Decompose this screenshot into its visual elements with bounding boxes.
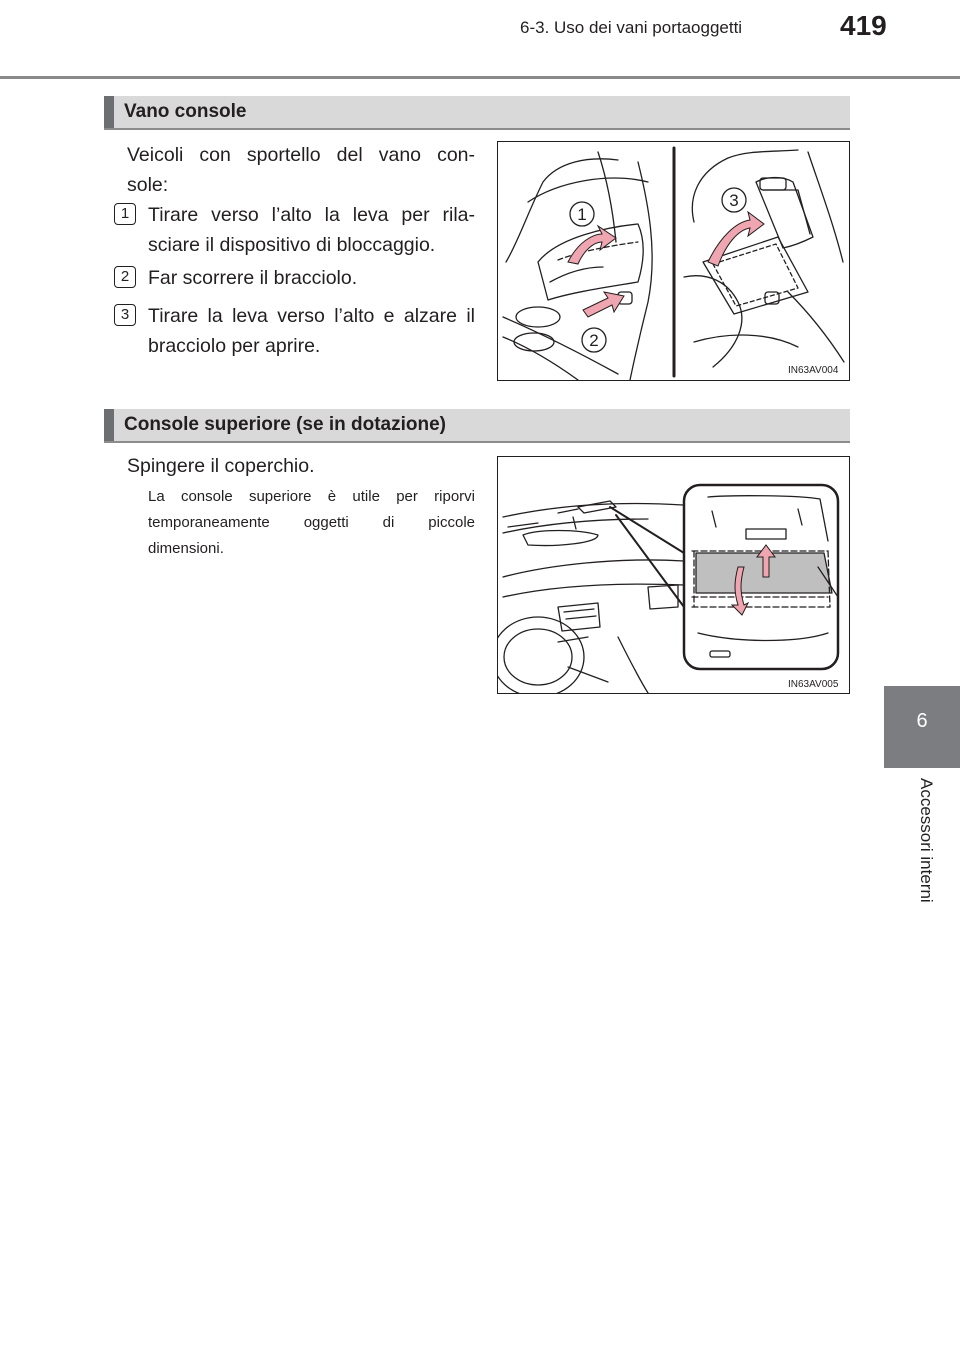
page-number: 419 bbox=[840, 10, 887, 41]
section-header-console-superiore bbox=[104, 409, 850, 443]
overhead-console-illustration bbox=[498, 457, 850, 694]
section-marker bbox=[104, 96, 114, 128]
step-number-2: 2 bbox=[114, 266, 136, 288]
figure-console-box bbox=[497, 141, 850, 381]
step-number-1: 1 bbox=[114, 203, 136, 225]
running-header-section: 6-3. Uso dei vani portaoggetti bbox=[520, 18, 743, 37]
step-number-3: 3 bbox=[114, 304, 136, 326]
note-line-3: dimensioni. bbox=[148, 540, 224, 557]
intro-line-1: Veicoli con sportello del vano con- bbox=[127, 144, 475, 166]
section-marker bbox=[104, 409, 114, 441]
callout-2: 2 bbox=[589, 331, 599, 350]
chapter-label: Accessori interni bbox=[917, 778, 936, 903]
instruction: Spingere il coperchio. bbox=[127, 455, 315, 477]
section-title: Console superiore (se in dotazione) bbox=[124, 414, 446, 435]
section-title: Vano console bbox=[124, 101, 247, 122]
step-2-line-1: Far scorrere il bracciolo. bbox=[148, 267, 358, 289]
step-3-line-2: bracciolo per aprire. bbox=[148, 335, 321, 357]
step-1-line-2: sciare il dispositivo di bloccaggio. bbox=[148, 234, 436, 256]
figure-code: IN63AV005 bbox=[788, 679, 839, 690]
header-rule bbox=[0, 76, 960, 79]
note-line-2: temporaneamente oggetti di piccole bbox=[148, 514, 475, 531]
note-line-1: La console superiore è utile per riporvi bbox=[148, 488, 475, 505]
figure-code: IN63AV004 bbox=[788, 365, 839, 376]
step-1-line-1: Tirare verso l’alto la leva per rila- bbox=[148, 204, 475, 226]
section-header-vano-console bbox=[104, 96, 850, 130]
chapter-number: 6 bbox=[916, 710, 928, 732]
intro-line-2: sole: bbox=[127, 174, 169, 196]
chapter-tab bbox=[884, 686, 960, 768]
callout-3: 3 bbox=[729, 191, 739, 210]
callout-1: 1 bbox=[577, 205, 587, 224]
step-3-line-1: Tirare la leva verso l’alto e alzare il bbox=[148, 305, 475, 327]
console-box-illustration bbox=[498, 142, 850, 381]
figure-overhead-console bbox=[497, 456, 850, 694]
